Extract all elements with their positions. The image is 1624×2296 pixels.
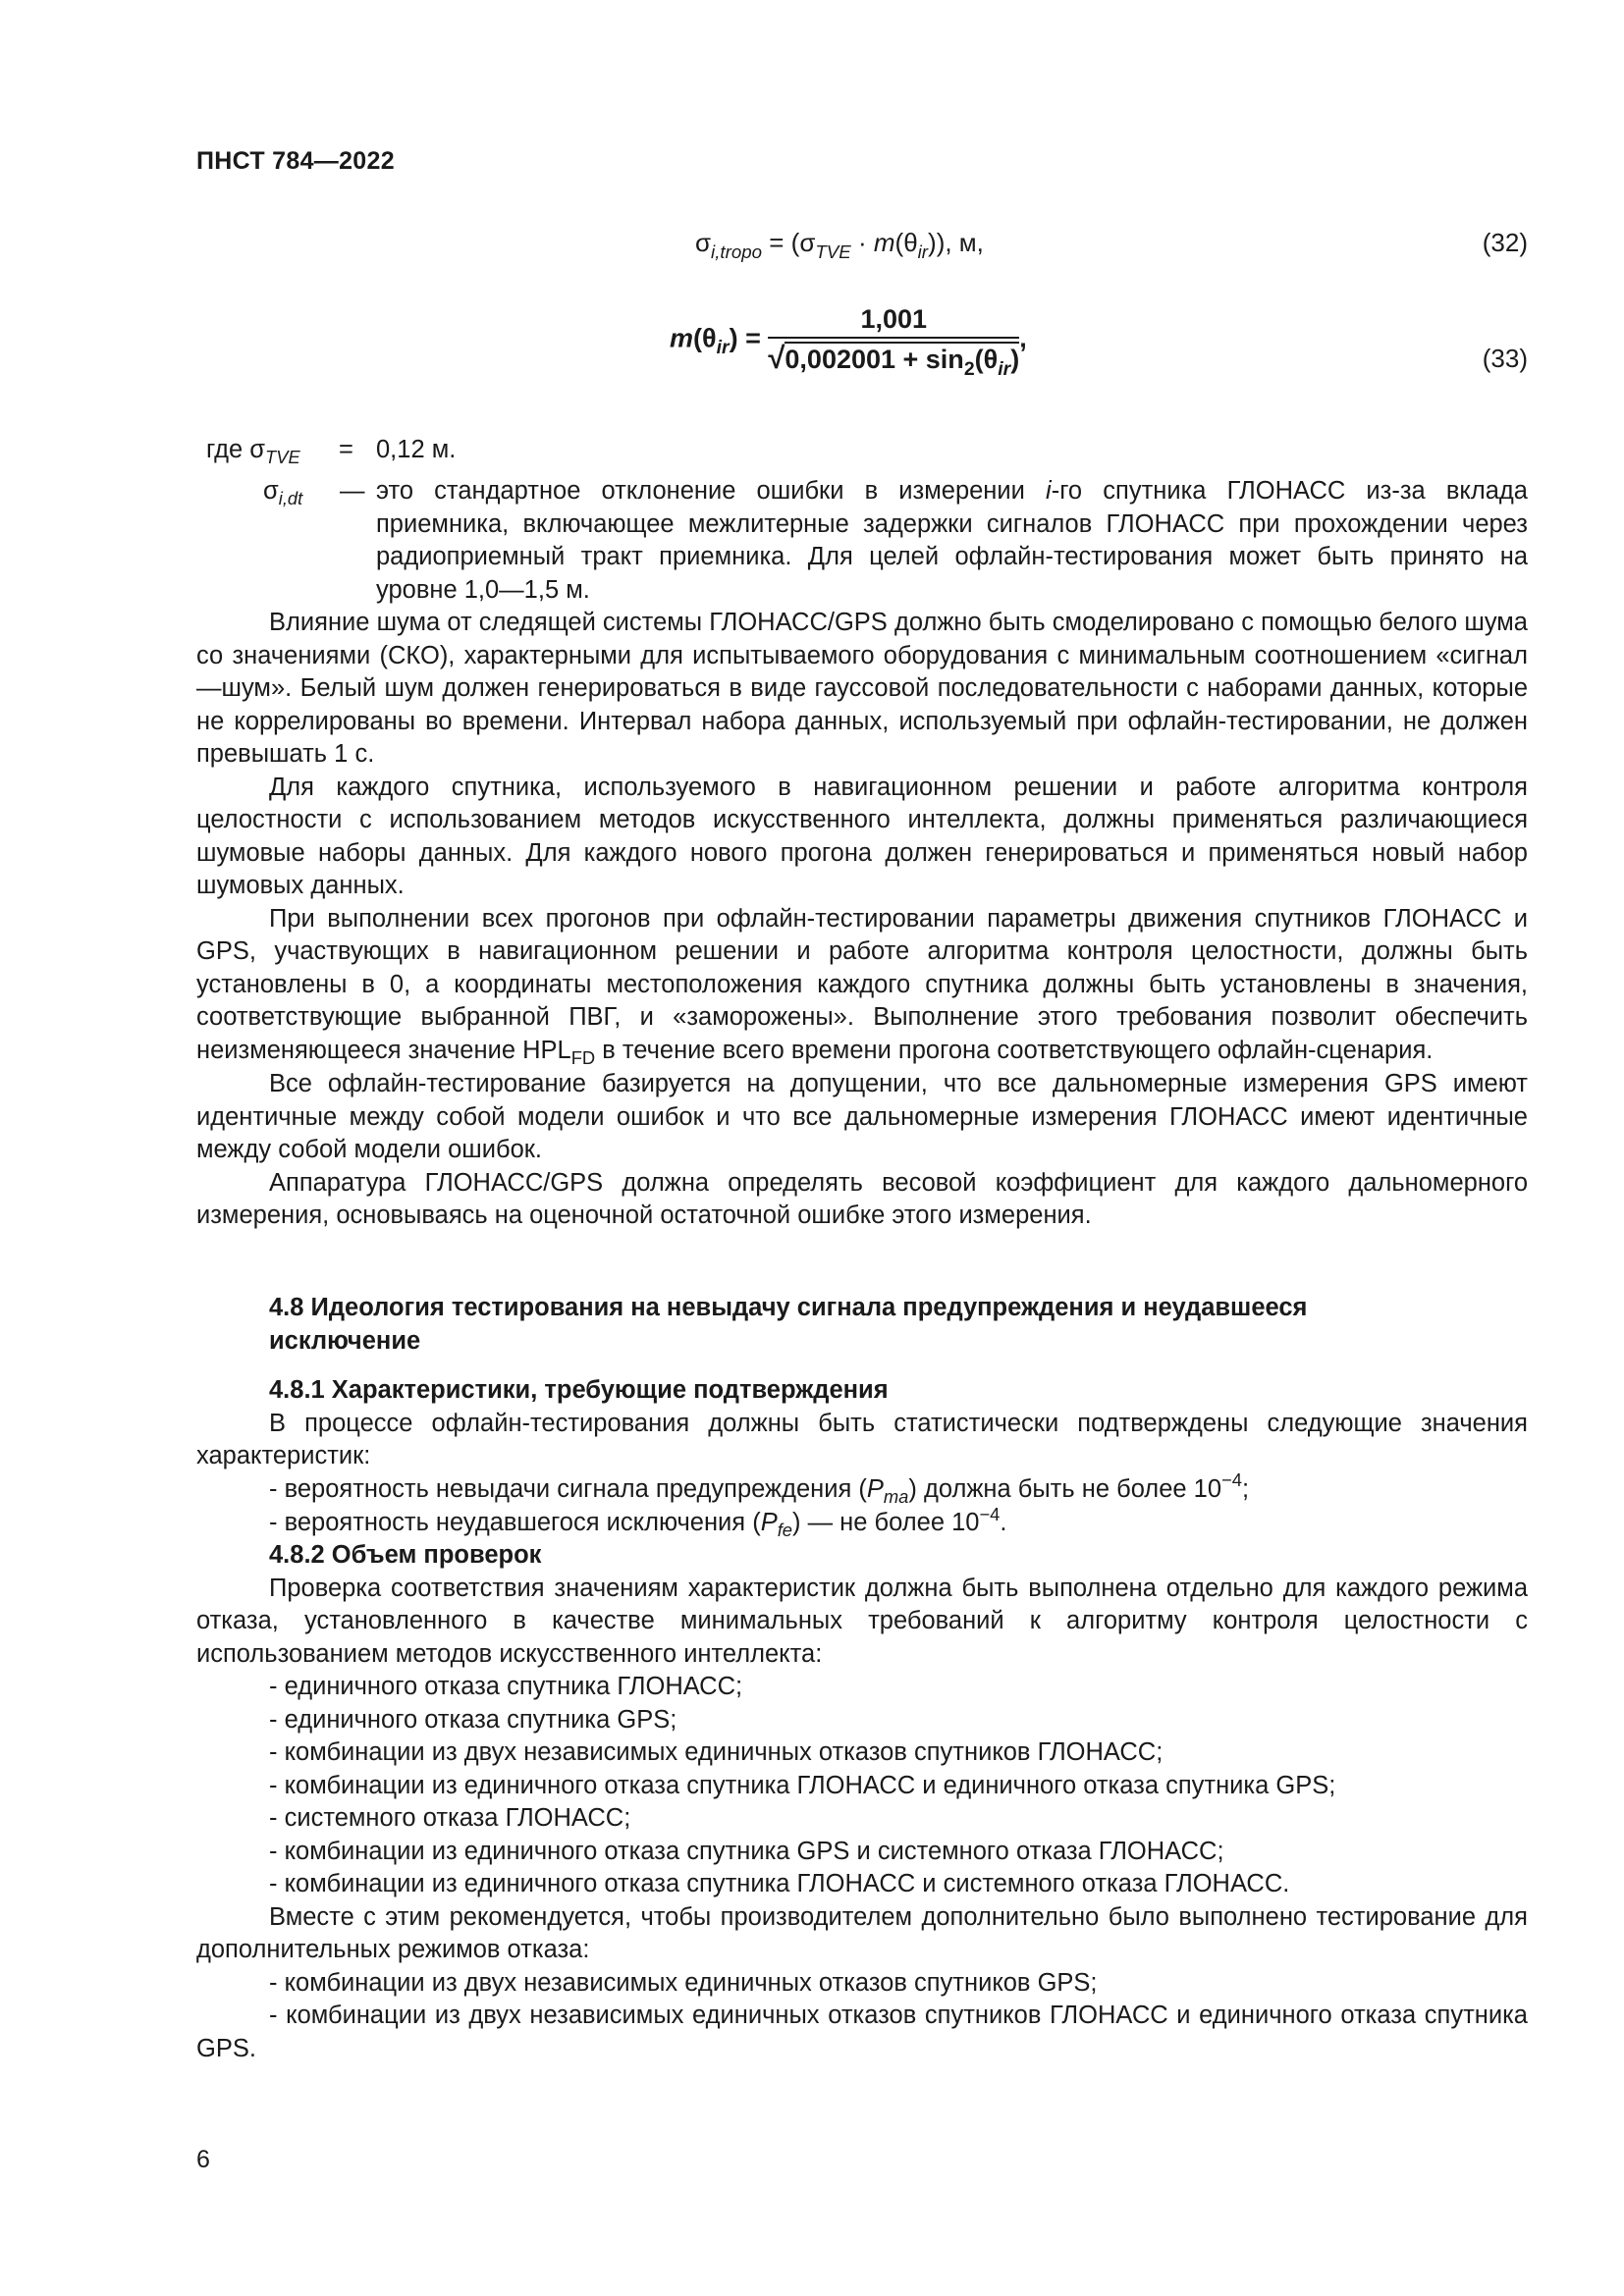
paragraph-weight-coefficient: Аппаратура ГЛОНАСС/GPS должна определять весовой коэффициент для каждого дальномерного измерения, основываясь на оценочной остаточной ошибке этого измерения.: [196, 1168, 1528, 1229]
list-item: - комбинации из двух независимых единичных отказов спутников ГЛОНАСС и единичного отказа спутника GPS.: [196, 2002, 1528, 2062]
list-item: - единичного отказа спутника ГЛОНАСС;: [269, 1673, 743, 1700]
paragraph-error-models: Все офлайн-тестирование базируется на допущении, что все дальномерные измерения GPS имеют идентичные между собой модели ошибок и что все дальномерные измерения ГЛОНАСС имеют идентичные между собой модели ошибок.: [196, 1070, 1528, 1163]
section-4-8-2: [196, 1539, 1528, 2065]
section-4-8-1-intro: В процессе офлайн-тестирования должны быть статистически подтверждены следующие значения характеристик:: [196, 1409, 1528, 1469]
equation-32: $\sigma_{i,tropo} = (\sigma_{TVE} \cdot m(\theta_{ir}))$, м,: [695, 228, 984, 262]
where-value-sigma-tve: 0,12 м.: [376, 436, 457, 463]
section-4-8-1-title: 4.8.1 Характеристики, требующие подтверждения: [269, 1376, 889, 1404]
where-definition-sigma-idt: это стандартное отклонение ошибки в измерении i-го спутника ГЛОНАСС из-за вклада приемника, включающее межлитерные задержки сигналов ГЛОНАСС при прохождении через радиоприемный тракт приемника. Для целей офлайн-тестирования может быть принято на уровне 1,0—1,5 м.: [376, 477, 1528, 604]
list-item: - комбинации из двух независимых единичных отказов спутников GPS;: [269, 1968, 1098, 1997]
where-label-sigma-tve: где $\sigma_{TVE}$: [206, 436, 300, 468]
where-dash: —: [340, 477, 365, 505]
section-4-8-1: [196, 1374, 1528, 1541]
list-item-pfe: - вероятность неудавшегося исключения $(P_{fe})$ — не более $10^{-4}$.: [269, 1503, 1007, 1541]
equation-33-number: (33): [1482, 344, 1528, 373]
paragraph-noise: Влияние шума от следящей системы ГЛОНАСС/GPS должно быть смоделировано с помощью белого шума со значениями (СКО), характерными для испытываемого оборудования с минимальным соотношением «сигнал—шум». Белый шум должен генерироваться в виде гауссовой последовательности с наборами данных, которые не коррелированы во времени. Интервал набора данных, используемый при офлайн-тестировании, не должен превышать 1 с.: [196, 609, 1528, 768]
section-4-8-2-intro: Проверка соответствия значениям характеристик должна быть выполнена отдельно для каждого режима отказа, установленного в качестве минимальных требований к алгоритму контроля целостности с использованием методов искусственного интеллекта:: [196, 1574, 1528, 1668]
section-4-8-heading: 4.8 Идеология тестирования на невыдачу сигнала предупреждения и неудавшееся исключение: [269, 1294, 1308, 1355]
paragraph-frozen-satellites: При выполнении всех прогонов при офлайн-тестировании параметры движения спутников ГЛОНАСС и GPS, участвующих в навигационном решении и работе алгоритма контроля целостности, должны быть установлены в 0, а координаты местоположения каждого спутника должны быть установлены в значения, соответствующие выбранной ПВГ, и «заморожены». Выполнение этого требования позволит обеспечить неизменяющееся значение $HPL_{FD}$ в течение всего времени прогона соответствующего офлайн-сценария.: [196, 904, 1528, 1068]
list-item-pma: - вероятность невыдачи сигнала предупреждения $(P_{ma})$ должна быть не более $10^{-4}$;: [269, 1469, 1250, 1507]
list-item: - комбинации из двух независимых единичных отказов спутников ГЛОНАСС;: [269, 1738, 1164, 1766]
page-number: 6: [196, 2146, 210, 2173]
where-equals-sign: =: [339, 436, 353, 463]
document-id-header: ПНСТ 784—2022: [196, 147, 395, 175]
body-paragraphs: [196, 607, 1528, 1233]
equation-32-number: (32): [1482, 228, 1528, 257]
list-item: - системного отказа ГЛОНАСС;: [269, 1804, 631, 1832]
section-4-8-2-title: 4.8.2 Объем проверок: [269, 1541, 542, 1569]
equation-33-numerator: 1,001: [768, 304, 1019, 339]
list-item: - комбинации из единичного отказа спутника ГЛОНАСС и единичного отказа спутника GPS;: [269, 1771, 1336, 1799]
list-item: - комбинации из единичного отказа спутника GPS и системного отказа ГЛОНАСС;: [269, 1837, 1224, 1865]
equation-33-fraction: [768, 304, 1020, 380]
list-item: - комбинации из единичного отказа спутника ГЛОНАСС и системного отказа ГЛОНАСС.: [269, 1870, 1290, 1897]
paragraph-noise-sets: Для каждого спутника, используемого в навигационном решении и работе алгоритма контроля целостности с использованием методов искусственного интеллекта, должны применяться различающиеся шумовые наборы данных. Для каждого нового прогона должен генерироваться и применяться новый набор шумовых данных.: [196, 773, 1528, 899]
equation-33-denominator: $√0,002001 + \sin_2(\theta_{ir})$: [768, 341, 1020, 380]
equation-33: $m(\theta_{ir})$ = $\frac{1,001}{√0,002001 + \sin_2(\theta_{ir})}$ ,: [670, 304, 1027, 380]
section-4-8-2-recommendation: Вместе с этим рекомендуется, чтобы производителем дополнительно было выполнено тестирование для дополнительных режимов отказа:: [196, 1902, 1528, 1963]
where-label-sigma-idt: $\sigma_{i,dt}$: [263, 477, 303, 509]
list-item: - единичного отказа спутника GPS;: [269, 1705, 677, 1734]
